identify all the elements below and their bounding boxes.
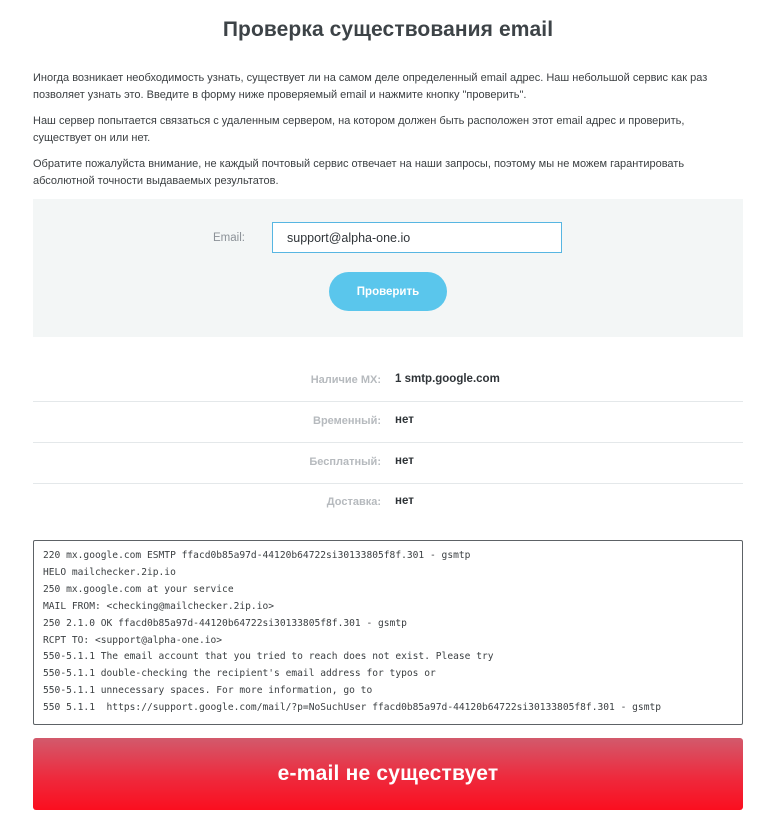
result-label-mx: Наличие MX: [310,374,381,386]
log-line: 550-5.1.1 The email account that you tried to reach does not exist. Please try [43,651,494,663]
check-button[interactable]: Проверить [329,272,447,311]
log-line: 550 5.1.1 https://support.google.com/mail/?p=NoSuchUser ffacd0b85a97d-44120b64722si30133805f8f.301 - gsmtp [43,702,662,714]
result-label-delivery: Доставка: [326,496,381,508]
log-line: 220 mx.google.com ESMTP ffacd0b85a97d-44120b64722si30133805f8f.301 - gsmtp [43,550,471,561]
verdict-banner [33,738,743,810]
verdict-text: e-mail не существует [277,762,499,785]
log-line: 250 mx.google.com at your service [43,583,234,595]
result-row-delivery [33,483,743,523]
disclaimer-paragraph: Обратите пожалуйста внимание, не каждый почтовый сервис отвечает на наши запросы, поэтому мы не можем гарантировать абсолютной точности выдаваемых результатов. [33,158,685,187]
result-row-temporary [33,402,743,443]
log-line: MAIL FROM: <checking@mailchecker.2ip.io> [43,600,275,612]
result-value-temporary: нет [395,414,414,426]
server-info-paragraph: Наш сервер попытается связаться с удаленным сервером, на котором должен быть расположен этот email адрес и проверить, существует он или нет. [33,115,685,144]
result-row-free [33,443,743,484]
result-row-mx [33,361,743,402]
log-line: 550-5.1.1 unnecessary spaces. For more information, go to [43,685,373,697]
result-value-mx: 1 smtp.google.com [395,373,500,385]
result-label-free: Бесплатный: [309,456,381,468]
result-label-temporary: Временный: [313,415,381,427]
log-line: 250 2.1.0 OK ffacd0b85a97d-44120b64722si30133805f8f.301 - gsmtp [43,617,407,629]
email-input[interactable] [272,222,562,253]
page-title: Проверка существования email [222,18,554,41]
email-check-form [33,199,743,337]
log-line: RCPT TO: <support@alpha-one.io> [43,634,223,646]
intro-paragraph: Иногда возникает необходимость узнать, существует ли на самом деле определенный email адрес. Наш небольшой сервис как раз позволяет узнать это. Введите в форму ниже проверяемый email и нажмите кнопку "проверить". [33,72,708,101]
result-value-delivery: нет [395,495,414,507]
smtp-log[interactable] [33,540,743,725]
result-value-free: нет [395,455,414,467]
log-line: HELO mailchecker.2ip.io [43,566,176,578]
log-line: 550-5.1.1 double-checking the recipient's email address for typos or [43,668,436,680]
email-label: Email: [213,232,245,244]
